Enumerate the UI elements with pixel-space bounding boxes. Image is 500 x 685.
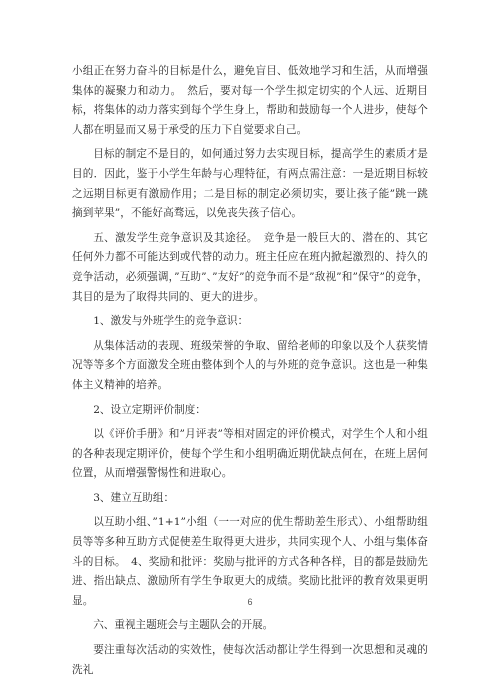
paragraph-3: 五、激发学生竞争意识及其途径。 竞争是一般巨大的、潜在的、其它任何外力都不可能达到或代替的动力。班主任应在班内掀起激烈的、持久的竞争活动，必须强调，”互助”、”友好”的竞争而不是”敌视”和”保守”的竞争，其目的是为了取得共同的、更大的进步。 — [72, 231, 428, 303]
paragraph-7: 要注重每次活动的实效性，使每次活动都让学生得到一次思想和灵魂的洗礼 — [72, 644, 428, 676]
subheading-3: 3、建立互助组： — [93, 491, 175, 504]
page-number: 6 — [247, 597, 253, 607]
paragraph-5: 以《评价手册》和”月评表”等相对固定的评价模式，对学生个人和小组的各种表现定期评价，使每个学生和小组明确近期优缺点何在，在班上居何位置，从而增强警惕性和进取心。 — [72, 428, 428, 480]
subheading-2: 2、设立定期评价制度： — [93, 403, 206, 416]
paragraph-4: 从集体活动的表现、班级荣誉的争取、留给老师的印象以及个人获奖情况等等多个方面激发全班由整体到个人的与外班的竞争意识。这也是一种集体主义精神的培养。 — [72, 339, 428, 391]
paragraph-1: 小组正在努力奋斗的目标是什么，避免盲目、低效地学习和生活，从而增强集体的凝聚力和动力。 然后，要对每一个学生拟定切实的个人远、近期目标，将集体的动力落实到每个学生身上，帮助和鼓励每一个人进步，使每个人都在明显而又易于承受的压力下自觉要求自己。 — [72, 65, 428, 136]
page-body — [72, 62, 428, 685]
paragraph-2: 目标的制定不是目的，如何通过努力去实现目标，提高学生的素质才是目的．因此，鉴于小学生年龄与心理特征，有两点需注意：一是近期目标较之远期目标更有激励作用；二是目标的制定必须切实，要让孩子能”跳一跳摘到苹果”，不能好高骛远，以免丧失孩子信心。 — [72, 148, 428, 220]
section-heading-6: 六、重视主题班会与主题队会的开展。 — [93, 619, 274, 632]
paragraph-6: 以互助小组、”1+1”小组（一一对应的优生帮助差生形式）、小组帮助组员等等多种互助方式促使差生取得更大进步，共同实现个人、小组与集体奋斗的目标。 4、奖励和批评：奖励与批评的方式各种各样，目的都是鼓励先进、指出缺点、激励所有学生争取更大的成绩。奖励比批评的教育效果更明显。 — [72, 516, 428, 607]
subheading-1: 1、激发与外班学生的竞争意识： — [93, 315, 249, 328]
